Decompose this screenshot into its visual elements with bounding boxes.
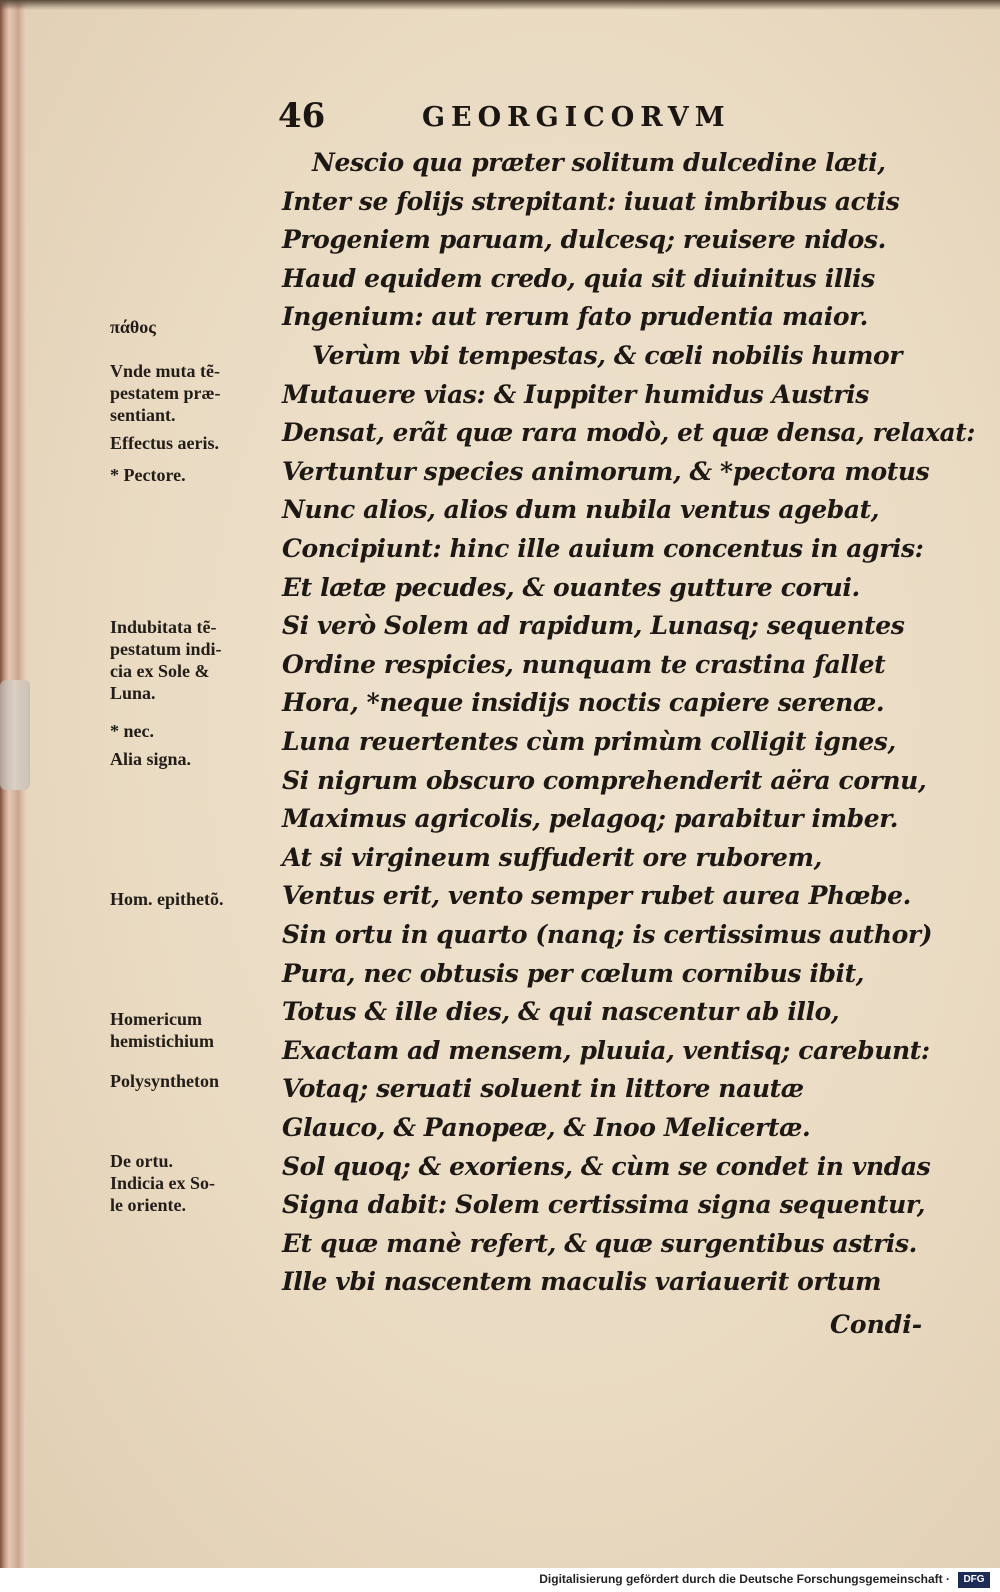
verse-line: Mutauere vias: & Iuppiter humidus Austris [282,379,869,409]
margin-note-hom: Hom. epithetõ. [110,889,224,909]
margin-note-nec: * nec. [110,721,154,741]
dfg-logo-icon: DFG [958,1572,990,1588]
verse-line: Sin ortu in quarto (nanq; is certissimus author) [282,920,933,949]
verse-line: Vertuntur species animorum, & *pectora motus [282,456,930,486]
verse-line: Sol quoq; & exoriens, & cùm se condet in vndas [282,1151,931,1181]
verse-line: Progeniem paruam, dulcesq; reuisere nidos. [282,225,886,255]
page-clip [0,680,30,790]
verse-line: Et quæ manè refert, & quæ surgentibus astris. [282,1228,917,1258]
funding-credit: Digitalisierung gefördert durch die Deutsche Forschungsgemeinschaft · [539,1572,950,1586]
verse-line: Luna reuertentes cùm primùm colligit ignes, [282,727,896,756]
verse-line: Nescio qua præter solitum dulcedine læti, [312,148,886,177]
verse-line: Exactam ad mensem, pluuia, ventisq; carebunt: [282,1035,930,1065]
catchword: Condi- [830,1310,923,1339]
verse-line: Totus & ille dies, & qui nascentur ab illo, [282,997,840,1027]
margin-note-unde: Vnde muta tẽ- pestatem præ- sentiant. [110,361,221,425]
verse-line: Inter se folijs strepitant: iuuat imbribus actis [282,186,900,216]
verse-line: Maximus agricolis, pelagoq; parabitur imber. [282,804,898,834]
margin-note-pectore: * Pectore. [110,465,186,485]
verse-line: Ingenium: aut rerum fato prudentia maior. [282,302,868,332]
margin-note-deortu: De ortu. Indicia ex So- le oriente. [110,1151,216,1215]
verse-line: Nunc alios, alios dum nubila ventus agebat, [282,495,880,525]
verse-line: Verùm vbi tempestas, & cœli nobilis humor [312,341,903,370]
verse-line: Concipiunt: hinc ille auium concentus in agris: [282,534,924,563]
verse-line: Pura, nec obtusis per cœlum cornibus ibit, [282,958,865,988]
margin-note-alia: Alia signa. [110,749,192,769]
margin-note-polysyntheton: Polysyntheton [110,1071,220,1091]
verse-line: Si nigrum obscuro comprehenderit aëra cornu, [282,765,927,795]
page-number: 46 [278,96,326,136]
verse-line: Ventus erit, vento semper rubet aurea Phœbe. [282,881,911,911]
verse-line: Haud equidem credo, quia sit diuinitus illis [282,263,875,293]
verse-line: Si verò Solem ad rapidum, Lunasq; sequentes [282,611,905,641]
verse-line: Et lætæ pecudes, & ouantes gutture corui. [282,572,860,602]
margin-note-indubitata: Indubitata tẽ- pestatum indi- cia ex Sole & Luna. [110,617,222,703]
verse-line: Votaq; seruati soluent in littore nautæ [282,1074,804,1104]
verse-line: Signa dabit: Solem certissima signa sequentur, [282,1190,926,1220]
margin-note-effectus: Effectus aeris. [110,433,219,453]
verse-line: Glauco, & Panopeæ, & Inoo Melicertæ. [282,1113,811,1142]
verse-line: Densat, erãt quæ rara modò, et quæ densa, relaxat: [282,418,976,448]
page-header [270,96,830,140]
margin-note-pathos: πάθος [110,317,156,337]
digitization-footer [0,1568,1000,1592]
verse-line: Ordine respicies, nunquam te crastina fallet [282,649,886,679]
verse-line: Ille vbi nascentem maculis variauerit ortum [282,1267,882,1297]
top-shadow [0,0,1000,10]
running-head: GEORGICORVM [422,102,731,133]
verse-line: At si virgineum suffuderit ore ruborem, [282,842,822,872]
margin-note-homericum: Homericum hemistichium [110,1009,215,1051]
verse-line: Hora, *neque insidijs noctis capiere serenæ. [282,688,885,718]
